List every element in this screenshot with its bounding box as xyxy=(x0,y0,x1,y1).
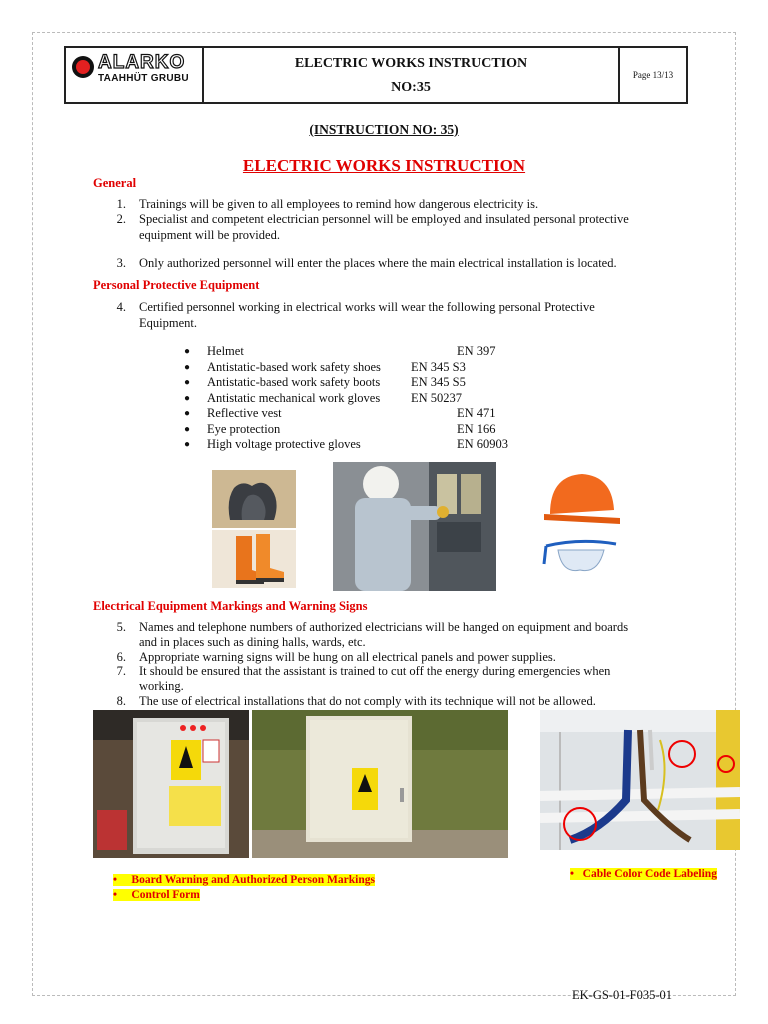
caption-cable-text: Cable Color Code Labeling xyxy=(582,868,717,880)
cable-labeling-image xyxy=(540,710,740,850)
cable-labeling-photo xyxy=(540,710,740,850)
list-item-text: Only authorized personnel will enter the places where the main electrical installation is located. xyxy=(139,256,617,270)
ppe-item-name: Antistatic-based work safety boots xyxy=(207,375,381,389)
ppe-item-standard: EN 471 xyxy=(457,406,496,420)
ppe-heading: Personal Protective Equipment xyxy=(93,278,260,292)
list-item-text: Appropriate warning signs will be hung on all electrical panels and power supplies. xyxy=(139,650,556,664)
footer-document-code: EK-GS-01-F035-01 xyxy=(572,988,672,1002)
gloves-image xyxy=(212,470,296,528)
bullet-icon: ● xyxy=(184,346,191,357)
list-item-text: The use of electrical installations that do not comply with its technique will not be allowed. xyxy=(139,694,596,708)
header-title-line2: NO:35 xyxy=(391,80,431,95)
bullet-icon: ● xyxy=(184,377,191,388)
ppe-item-standard: EN 50237 xyxy=(411,391,463,405)
gloves-photo xyxy=(212,470,296,528)
caption-control-form xyxy=(113,885,200,903)
list-item-text: Trainings will be given to all employees to remind how dangerous electricity is. xyxy=(139,197,539,211)
bullet-icon: ● xyxy=(184,408,191,419)
list-item-text: Specialist and competent electrician personnel will be employed and insulated personal protective xyxy=(139,212,629,226)
main-title: ELECTRIC WORKS INSTRUCTION xyxy=(242,156,526,175)
ppe-item-standard: EN 166 xyxy=(457,422,496,436)
boots-image xyxy=(212,530,296,588)
logo-emblem-icon xyxy=(72,56,94,78)
ppe-item-name: Helmet xyxy=(207,344,244,358)
list-item-text-cont: and in places such as dining halls, wards, etc. xyxy=(139,635,366,649)
instruction-number: (INSTRUCTION NO: 35) xyxy=(309,122,459,137)
ppe-item-name: Eye protection xyxy=(207,422,281,436)
bullet-icon: ● xyxy=(184,393,191,404)
header-title-line1: ELECTRIC WORKS INSTRUCTION xyxy=(294,56,528,71)
list-item-number: 8. xyxy=(116,694,126,708)
ppe-item-standard: EN 345 S5 xyxy=(411,375,466,389)
electrician-image xyxy=(333,462,496,591)
caption-board-text: Board Warning and Authorized Person Markings xyxy=(131,874,375,886)
bullet-icon: ● xyxy=(184,362,191,373)
markings-heading: Electrical Equipment Markings and Warning Signs xyxy=(93,599,368,613)
safety-glasses-photo xyxy=(540,534,622,588)
logo-main-text: ALARKO xyxy=(98,52,186,73)
bullet-icon: ● xyxy=(184,439,191,450)
caption-control-text: Control Form xyxy=(131,889,200,901)
bullet-icon: • xyxy=(113,874,132,886)
company-logo xyxy=(66,48,204,102)
list-item-text: It should be ensured that the assistant is trained to cut off the energy during emergencies when xyxy=(139,664,611,678)
safety-glasses-image xyxy=(540,534,622,588)
ppe-item-standard: EN 60903 xyxy=(457,437,509,451)
bullet-icon: ● xyxy=(184,424,191,435)
list-item-number: 7. xyxy=(116,664,126,678)
ppe-item-name: Antistatic-based work safety shoes xyxy=(207,360,381,374)
electrical-board-image xyxy=(93,710,249,858)
list-item-text: Certified personnel working in electrical works will wear the following personal Protective xyxy=(139,300,595,314)
general-heading: General xyxy=(93,176,137,190)
list-item-number: 6. xyxy=(116,650,126,664)
list-item-text-cont: Equipment. xyxy=(139,316,197,330)
ppe-item-name: Reflective vest xyxy=(207,406,282,420)
bullet-icon: • xyxy=(113,889,132,901)
list-item-number: 4. xyxy=(116,300,126,314)
ppe-item-standard: EN 345 S3 xyxy=(411,360,466,374)
bullet-icon: • xyxy=(570,868,583,880)
helmet-image xyxy=(540,464,622,532)
list-item-number: 1. xyxy=(116,197,126,211)
electrician-photo xyxy=(333,462,496,591)
list-item-text-cont: working. xyxy=(139,679,184,693)
ppe-item-name: Antistatic mechanical work gloves xyxy=(207,391,381,405)
header-title xyxy=(204,48,620,102)
list-item-number: 2. xyxy=(116,212,126,226)
caption-cable-labeling xyxy=(570,864,717,882)
list-item-number: 5. xyxy=(116,620,126,634)
page-number: Page 13/13 xyxy=(632,70,674,80)
boots-photo xyxy=(212,530,296,588)
list-item-number: 3. xyxy=(116,256,126,270)
helmet-photo xyxy=(540,464,622,532)
ppe-item-standard: EN 397 xyxy=(457,344,496,358)
electrical-board-photo xyxy=(93,710,249,858)
ppe-item-name: High voltage protective gloves xyxy=(207,437,361,451)
outdoor-panel-image xyxy=(252,710,508,858)
list-item-text-cont: equipment will be provided. xyxy=(139,228,280,242)
list-item-text: Names and telephone numbers of authorized electricians will be hanged on equipment and boards xyxy=(139,620,629,634)
logo-sub-text: TAAHHÜT GRUBU xyxy=(98,73,189,84)
document-header xyxy=(64,46,688,104)
outdoor-panel-photo xyxy=(252,710,508,858)
